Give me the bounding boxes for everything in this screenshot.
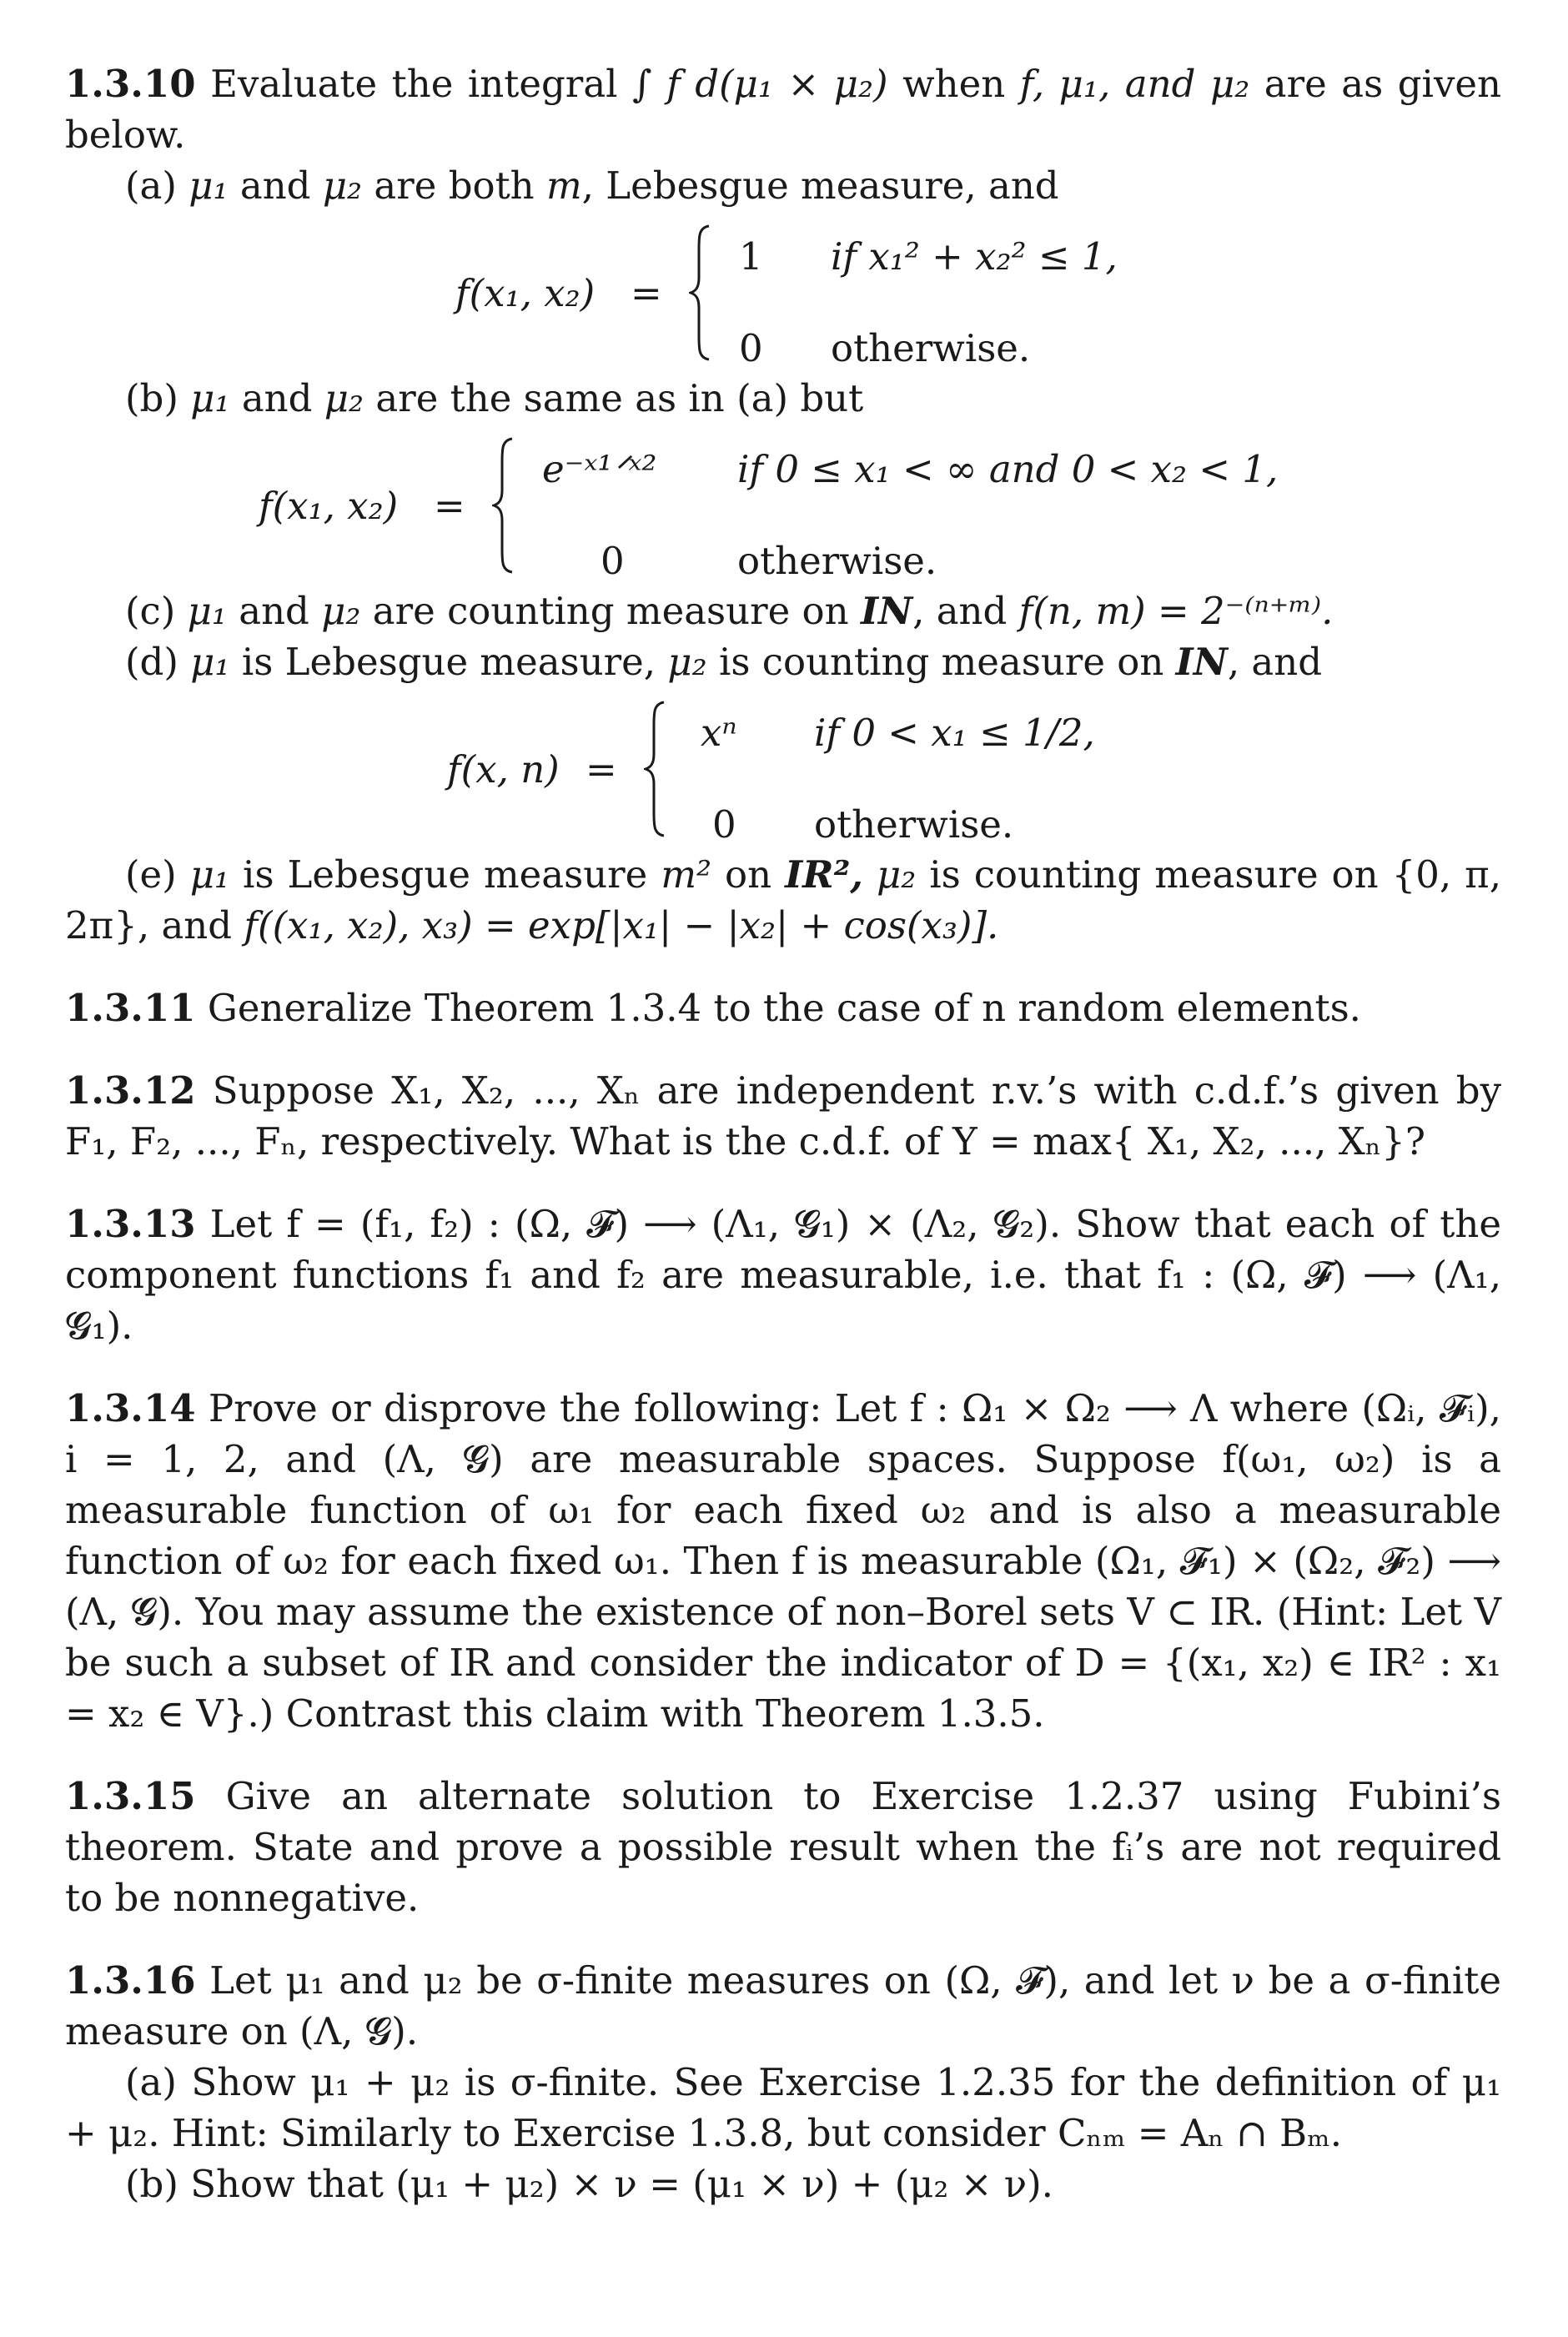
formula: μ₁ bbox=[190, 376, 230, 420]
formula: μ₂ bbox=[876, 852, 917, 897]
part-b bbox=[65, 373, 1501, 424]
exercise-number: 1.3.15 bbox=[65, 1774, 196, 1818]
exercise-1-3-16 bbox=[65, 1955, 1501, 2057]
exercise-text: Prove or disprove the following: Let f : Ω₁ × Ω₂ ⟶ Λ where (Ωᵢ, 𝓕ᵢ), i = 1, 2, and (Λ, 𝓖) are measurable spaces. Suppose f(ω₁, ω₂) is a measurable function of ω₁ for each fixed ω₂ and is also a measurable function of ω₂ for each fixed ω₁. Then f is measurable (Ω₁, 𝓕₁) × (Ω₂, 𝓕₂) ⟶ (Λ, 𝓖). You may assume the existence of non–Borel sets V ⊂ IR. (Hint: Let V be such a subset of IR and consider the indicator of D = {(x₁, x₂) ∈ IR² : x₁ = x₂ ∈ V}.) Contrast this claim with Theorem 1.3.5. bbox=[65, 1386, 1501, 1736]
text: and bbox=[239, 163, 311, 208]
text: is Lebesgue measure bbox=[243, 852, 648, 897]
case-condition: otherwise. bbox=[737, 539, 937, 583]
equals-sign: = bbox=[585, 747, 617, 792]
exercise-1-3-13 bbox=[65, 1199, 1501, 1351]
exercise-number: 1.3.12 bbox=[65, 1068, 196, 1113]
text: Evaluate the integral bbox=[210, 62, 618, 106]
text: and bbox=[239, 589, 309, 633]
exercise-1-3-12 bbox=[65, 1065, 1501, 1167]
text: are as given bbox=[1264, 62, 1501, 106]
text: is Lebesgue measure, bbox=[241, 640, 656, 684]
text: is counting measure on bbox=[718, 640, 1164, 684]
case-value: 1 bbox=[739, 234, 763, 279]
text: below. bbox=[65, 113, 186, 157]
case-condition: otherwise. bbox=[814, 802, 1014, 847]
piecewise-equation-a bbox=[65, 224, 1501, 370]
case-value: xⁿ bbox=[701, 711, 737, 755]
formula: m² bbox=[661, 852, 712, 897]
equals-sign: = bbox=[434, 484, 465, 528]
formula: μ₁ bbox=[190, 640, 230, 684]
formula: μ₁ bbox=[187, 589, 227, 633]
exercise-number: 1.3.10 bbox=[65, 62, 196, 106]
part-label: (a) bbox=[125, 163, 177, 208]
case-condition: if 0 ≤ x₁ < ∞ and 0 < x₂ < 1, bbox=[737, 447, 1279, 491]
formula: f(n, m) = 2⁻⁽ⁿ⁺ᵐ⁾. bbox=[1018, 589, 1334, 633]
exercise-1-3-15 bbox=[65, 1771, 1501, 1923]
exercise-text: Let f = (f₁, f₂) : (Ω, 𝓕) ⟶ (Λ₁, 𝓖₁) × (Λ₂, 𝓖₂). Show that each of the component functions f₁ and f₂ are measurable, i.e. that f₁ : (Ω, 𝓕) ⟶ (Λ₁, 𝓖₁). bbox=[65, 1202, 1501, 1348]
left-brace bbox=[644, 701, 666, 837]
part-label: (d) bbox=[125, 640, 178, 684]
equation-lhs: f(x₁, x₂) bbox=[259, 484, 399, 528]
exercise-1-3-16-part-a: (a) Show μ₁ + μ₂ is σ-finite. See Exercise 1.2.35 for the definition of μ₁ + μ₂. Hint: Similarly to Exercise 1.3.8, but consider Cₙₘ = Aₙ ∩ Bₘ. bbox=[65, 2060, 1501, 2155]
text: are the same as in (a) but bbox=[375, 376, 864, 420]
exercise-number: 1.3.14 bbox=[65, 1386, 196, 1430]
text: and bbox=[161, 903, 233, 947]
text: , and bbox=[1227, 640, 1323, 684]
exercise-1-3-16-part-b: (b) Show that (μ₁ + μ₂) × ν = (μ₁ × ν) + (μ₂ × ν). bbox=[125, 2162, 1053, 2206]
equation-lhs: f(x, n) bbox=[447, 747, 560, 792]
case-value: 0 bbox=[712, 802, 736, 847]
case-value: e⁻ˣ¹ᐟˣ² bbox=[542, 447, 657, 491]
exercise-text: Suppose X₁, X₂, ..., Xₙ are independent r.v.’s with c.d.f.’s given by F₁, F₂, ..., Fₙ, respectively. What is the c.d.f. of Y = max{ X₁, X₂, ..., Xₙ}? bbox=[65, 1068, 1501, 1163]
case-condition: if x₁² + x₂² ≤ 1, bbox=[831, 234, 1118, 279]
formula: μ₂ bbox=[321, 589, 361, 633]
text: , and bbox=[912, 589, 1008, 633]
text: , Lebesgue measure, and bbox=[581, 163, 1059, 208]
text: and bbox=[241, 376, 313, 420]
piecewise-equation-b bbox=[65, 437, 1501, 583]
part-d bbox=[65, 636, 1501, 687]
page bbox=[65, 58, 1501, 2209]
part-c bbox=[65, 586, 1501, 636]
exercise-number: 1.3.16 bbox=[65, 1958, 196, 2003]
exercise-number: 1.3.13 bbox=[65, 1202, 196, 1246]
exercise-text: Give an alternate solution to Exercise 1.2.37 using Fubini’s theorem. State and prove a possible result when the fᵢ’s are not required to be nonnegative. bbox=[65, 1774, 1501, 1920]
text: is counting measure on {0, π, 2π}, bbox=[65, 852, 1502, 947]
exercise-1-3-11 bbox=[65, 983, 1501, 1033]
text: are counting measure on bbox=[372, 589, 849, 633]
case-condition: if 0 < x₁ ≤ 1/2, bbox=[814, 711, 1095, 755]
exercise-1-3-14 bbox=[65, 1383, 1501, 1739]
formula: f, μ₁, and μ₂ bbox=[1019, 62, 1250, 106]
formula: IN bbox=[860, 589, 913, 633]
text: are both bbox=[374, 163, 535, 208]
left-brace bbox=[689, 224, 711, 361]
exercise-text: Let μ₁ and μ₂ be σ-finite measures on (Ω, 𝓕), and let ν be a σ-finite measure on (Λ, 𝓖). bbox=[65, 1958, 1502, 2053]
equation-lhs: f(x₁, x₂) bbox=[455, 271, 596, 315]
part-label: (c) bbox=[125, 589, 176, 633]
formula: μ₂ bbox=[324, 376, 364, 420]
part-label: (e) bbox=[125, 852, 177, 897]
text: when bbox=[902, 62, 1006, 106]
formula: m bbox=[545, 163, 582, 208]
part-label: (b) bbox=[125, 376, 178, 420]
exercise-number: 1.3.11 bbox=[65, 986, 196, 1030]
text: on bbox=[725, 852, 772, 897]
part-a bbox=[65, 160, 1501, 211]
formula: ∫ f d(μ₁ × μ₂) bbox=[632, 62, 888, 106]
formula: μ₂ bbox=[322, 163, 363, 208]
equals-sign: = bbox=[631, 271, 662, 315]
formula: IN bbox=[1175, 640, 1228, 684]
formula: IR², bbox=[785, 852, 863, 897]
exercise-1-3-10 bbox=[65, 58, 1501, 160]
formula: μ₁ bbox=[189, 852, 230, 897]
left-brace bbox=[492, 437, 514, 574]
formula: f((x₁, x₂), x₃) = exp[|x₁| − |x₂| + cos(x₃)]. bbox=[244, 903, 999, 947]
piecewise-equation-d bbox=[65, 701, 1501, 847]
formula: μ₁ bbox=[188, 163, 229, 208]
formula: μ₂ bbox=[667, 640, 707, 684]
exercise-text: Generalize Theorem 1.3.4 to the case of n random elements. bbox=[207, 986, 1361, 1030]
part-e bbox=[65, 849, 1501, 951]
case-value: 0 bbox=[739, 326, 763, 370]
case-condition: otherwise. bbox=[831, 326, 1031, 370]
case-value: 0 bbox=[601, 539, 625, 583]
